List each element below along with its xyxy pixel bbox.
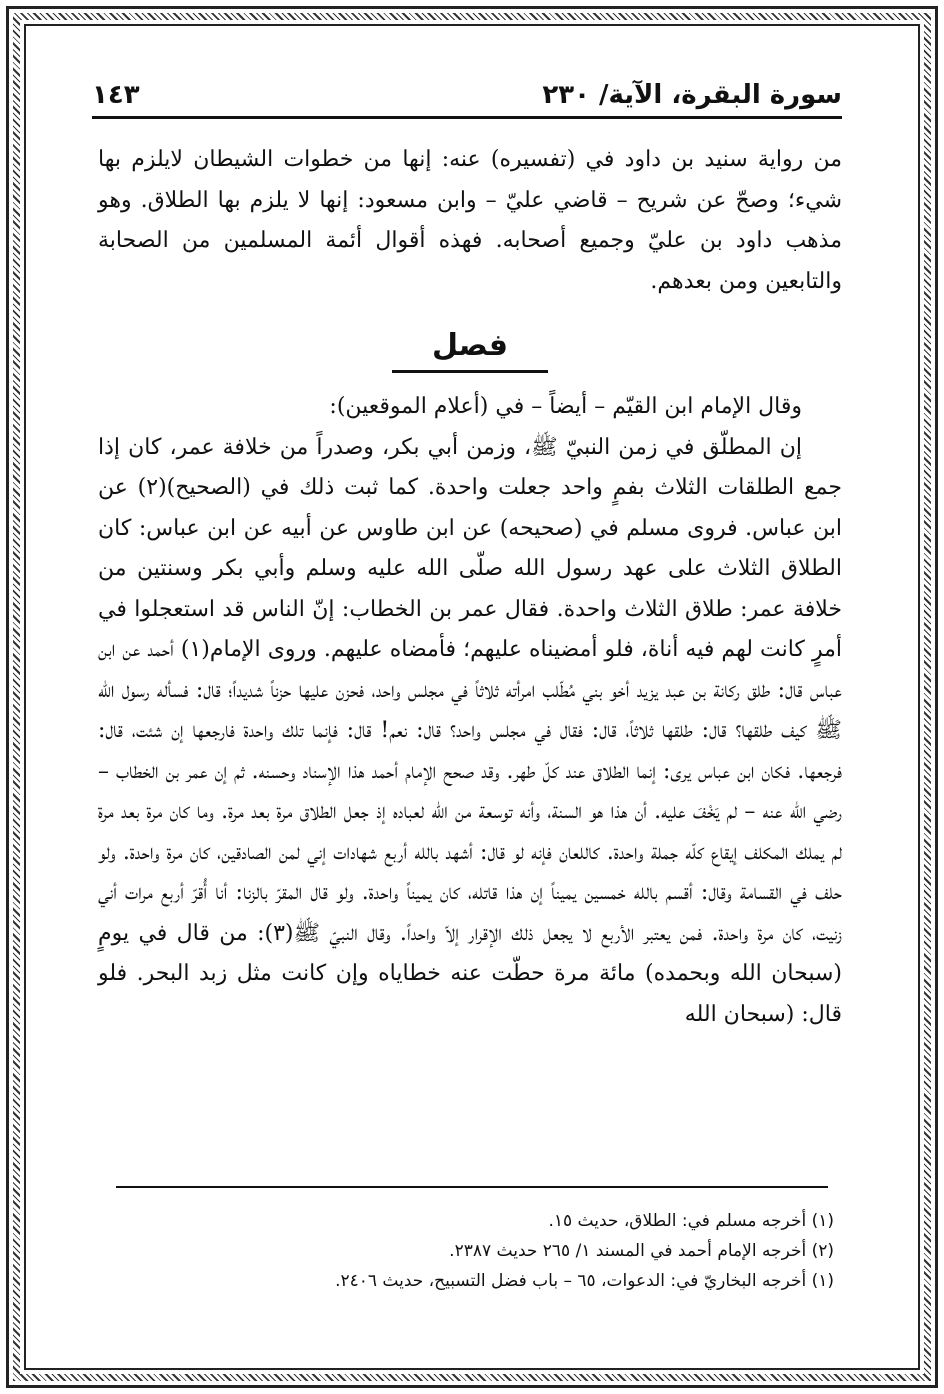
intro-paragraph: من رواية سنيد بن داود في (تفسيره) عنه: إنها من خطوات الشيطان لايلزم بها شيء؛ وصحّ عن شريح – قاضي عليّ – وابن مسعود: إنها لا يلزم بها الطلاق. وهو مذهب داود بن عليّ وجميع أصحابه. فهذه أقوال أئمة المسلمين من الصحابة والتابعين ومن بعدهم. — [98, 147, 842, 294]
section-heading — [98, 326, 842, 373]
page-body — [98, 140, 842, 1035]
section-heading-text: فصل — [392, 326, 548, 373]
footnote-divider — [116, 1186, 828, 1188]
page-number: ١٤٣ — [92, 80, 140, 110]
running-header — [92, 70, 842, 119]
main-paragraph: إن المطلّق في زمن النبيّ ﷺ، وزمن أبي بكر، وصدراً من خلافة عمر، كان إذا جمع الطلقات الثلاث بفمٍ واحد جعلت واحدة. كما ثبت ذلك في (الصحيح)(٢) عن ابن عباس. فروى مسلم في (صحيحه) عن ابن طاوس عن أبيه عن ابن عباس: كان الطلاق الثلاث على عهد رسول الله صلّى الله عليه وسلم وأبي بكر وسنتين من خلافة عمر: طلاق الثلاث واحدة. فقال عمر بن الخطاب: إنّ الناس قد استعجلوا في أمرٍ كانت لهم فيه أناة، فلو أمضيناه عليهم؛ فأمضاه عليهم. وروى الإمام(١) أحمد عن ابن عباس قال: طلق ركانة بن عبد يزيد أخو بني مُطّلب امرأته ثلاثاً في مجلس واحد، فحزن عليها حزناً شديداً؛ قال: فسأله رسول الله ﷺ كيف طلقها؟ قال: طلقها ثلاثاً، قال: فقال في مجلس واحد؟ قال: نعم! قال: فإنما تلك واحدة فارجعها إن شئت، قال: فرجعها. فكان ابن عباس يرى: إنما الطلاق عند كلّ طهر. وقد صحح الإمام أحمد هذا الإسناد وحسنه. ثم إن عمر بن الخطاب – رضي الله عنه – لم يَخْفَ عليه. أن هذا هو السنة، وأنه توسعة من الله لعباده إذ جعل الطلاق مرة بعد مرة. وما كان مرة بعد مرة لم يملك المكلف إيقاع كلّه جملة واحدة. كاللعان فإنه لو قال: أشهد بالله أربع شهادات إني لمن الصادقين، كان مرة واحدة. ولو حلف في القسامة وقال: أقسم بالله خمسين يميناً إن هذا قاتله، كان يميناً واحدة. ولو قال المقرّ بالزنا: أنا أُقرّ أربع مرات أني زنيت، كان مرة واحدة. فمن يعتبر الأربع لا يجعل ذلك الإقرار إلاّ واحداً. وقال النبيّ ﷺ(٣): من قال في يومٍ (سبحان الله وبحمده) مائة مرة حطّت عنه خطاياه وإن كانت مثل زبد البحر. فلو قال: (سبحان الله — [98, 434, 842, 1027]
footnote-3: (١) أخرجه البخاريّ في: الدعوات، ٦٥ – باب فضل التسبيح، حديث ٢٤٠٦. — [335, 1271, 834, 1291]
footnotes — [110, 1206, 834, 1296]
footnote-2: (٢) أخرجه الإمام أحمد في المسند ١/ ٢٦٥ حديث ٢٣٨٧. — [449, 1241, 834, 1261]
footnote-1: (١) أخرجه مسلم في: الطلاق، حديث ١٥. — [548, 1211, 834, 1231]
lead-line: وقال الإمام ابن القيّم – أيضاً – في (أعلام الموقعين): — [329, 394, 802, 419]
header-title: سورة البقرة، الآية/ ٢٣٠ — [542, 80, 842, 110]
